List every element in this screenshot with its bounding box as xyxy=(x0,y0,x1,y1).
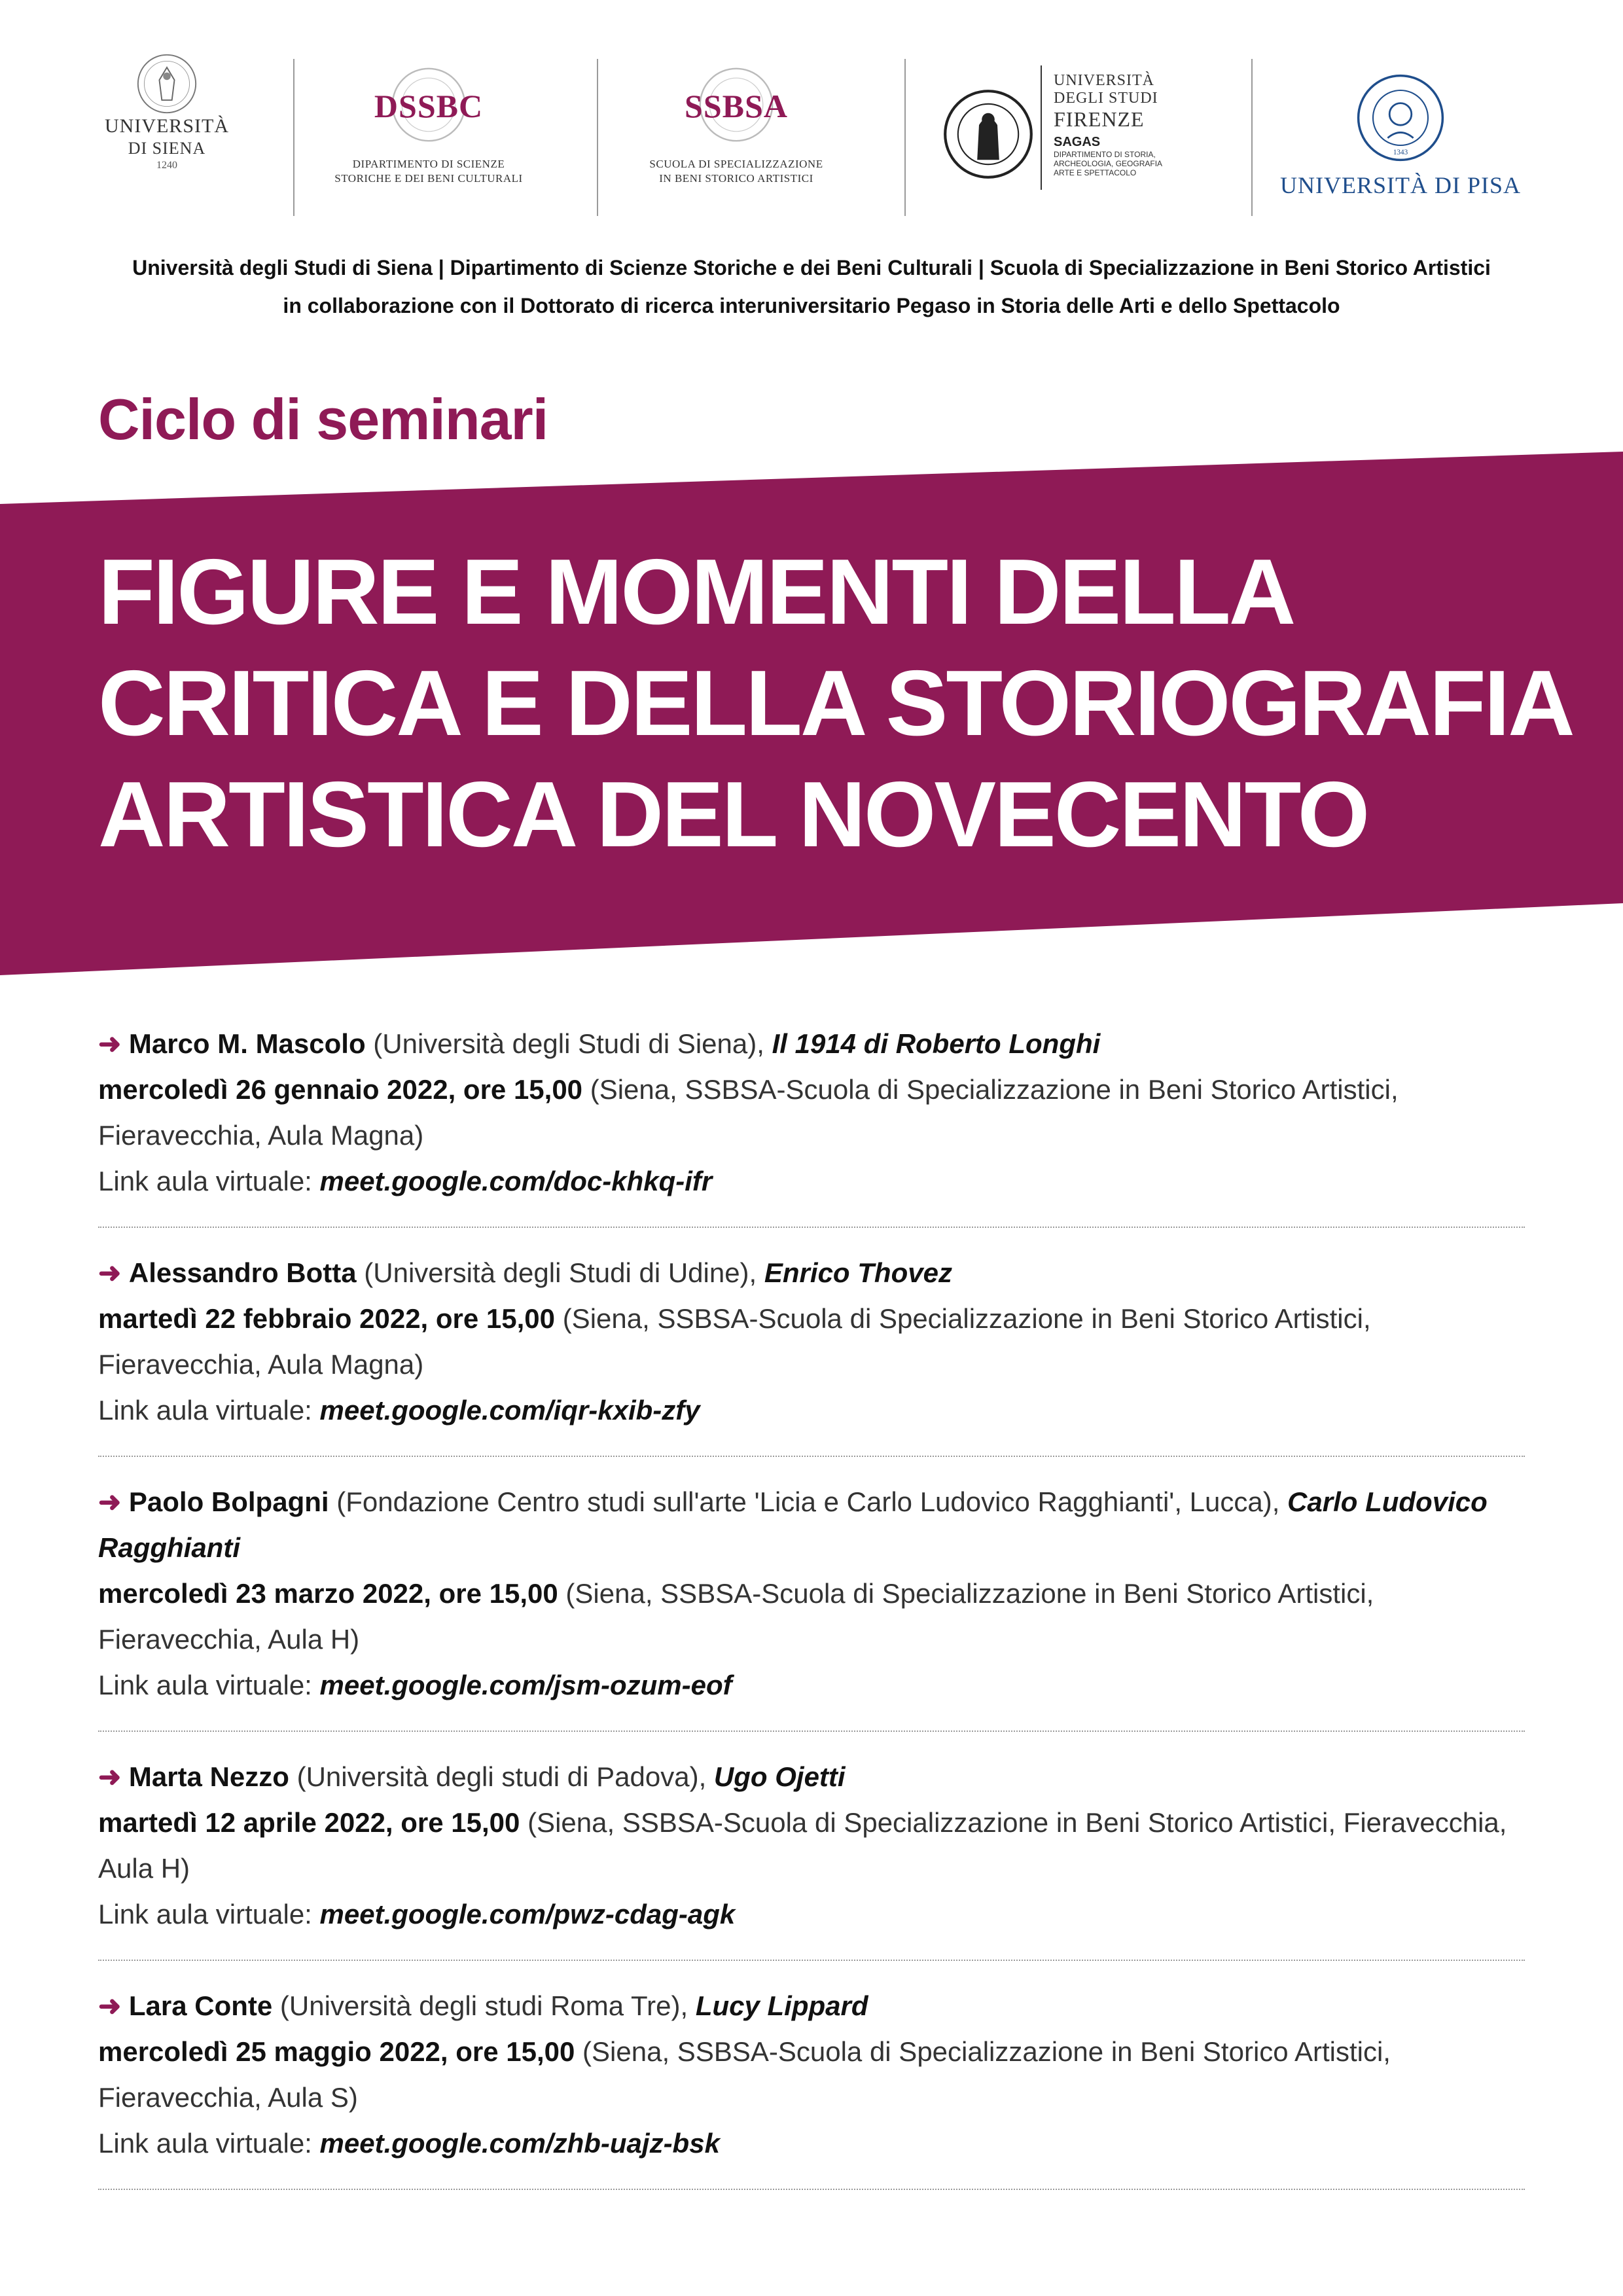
speaker-name: Marco M. Mascolo xyxy=(128,1028,366,1059)
logo-dssbc xyxy=(314,52,543,223)
speaker-name: Marta Nezzo xyxy=(128,1761,289,1792)
meet-link[interactable]: meet.google.com/iqr-kxib-zfy xyxy=(319,1395,700,1426)
seminar-item xyxy=(98,1250,1525,1457)
pisa-name: UNIVERSITÀ DI PISA xyxy=(1280,172,1521,198)
firenze-divider xyxy=(1041,65,1042,190)
ssbsa-acronym: SSBSA xyxy=(685,88,788,124)
title-line2: CRITICA E DELLA STORIOGRAFIA xyxy=(98,651,1573,755)
seminar-date: mercoledì 23 marzo 2022, ore 15,00 xyxy=(98,1578,558,1609)
link-label: Link aula virtuale: xyxy=(98,2128,320,2159)
series-label: Ciclo di seminari xyxy=(98,387,548,452)
speaker-affiliation: (Fondazione Centro studi sull'arte 'Licia e Carlo Ludovico Ragghianti', Lucca), xyxy=(329,1486,1288,1517)
seminar-topic: Il 1914 di Roberto Longhi xyxy=(772,1028,1101,1059)
seminar-item xyxy=(98,1021,1525,1228)
siena-seal-icon xyxy=(135,52,198,115)
arrow-right-icon: ➜ xyxy=(98,1257,122,1288)
firenze-line3: FIRENZE xyxy=(1054,107,1145,131)
siena-name-line1: UNIVERSITÀ xyxy=(105,115,229,137)
ssbsa-line1: SCUOLA DI SPECIALIZZAZIONE xyxy=(649,158,823,170)
seminar-location: (Siena, SSBSA-Scuola di Specializzazione in Beni Storico Artistici, Fieravecchia, Aula Magna) xyxy=(98,1074,1399,1151)
title-line3: ARTISTICA DEL NOVECENTO xyxy=(98,762,1368,867)
sagas-sub3: ARTE E SPETTACOLO xyxy=(1054,168,1137,177)
logo-universita-firenze xyxy=(942,52,1250,223)
meet-link[interactable]: meet.google.com/zhb-uajz-bsk xyxy=(319,2128,720,2159)
arrow-right-icon: ➜ xyxy=(98,1761,122,1792)
seminar-location: (Siena, SSBSA-Scuola di Specializzazione in Beni Storico Artistici, Fieravecchia, Aula S) xyxy=(98,2036,1391,2113)
siena-name-line2: DI SIENA xyxy=(128,139,206,158)
logo-row xyxy=(92,52,1531,223)
logo-universita-siena xyxy=(92,52,242,223)
seminar-list xyxy=(98,1021,1525,2212)
link-label: Link aula virtuale: xyxy=(98,1899,320,1929)
seminar-date: mercoledì 25 maggio 2022, ore 15,00 xyxy=(98,2036,575,2067)
seminar-location: (Siena, SSBSA-Scuola di Specializzazione in Beni Storico Artistici, Fieravecchia, Aula H) xyxy=(98,1578,1374,1655)
seminar-item xyxy=(98,1754,1525,1961)
siena-year: 1240 xyxy=(156,160,177,171)
dssbc-line1: DIPARTIMENTO DI SCIENZE xyxy=(352,158,505,170)
seminar-date: martedì 12 aprile 2022, ore 15,00 xyxy=(98,1807,520,1838)
logo-universita-pisa xyxy=(1270,52,1531,223)
seminar-item xyxy=(98,1983,1525,2190)
seminar-location: (Siena, SSBSA-Scuola di Specializzazione in Beni Storico Artistici, Fieravecchia, Aula Magna) xyxy=(98,1303,1371,1380)
speaker-affiliation: (Università degli Studi di Udine), xyxy=(356,1257,764,1288)
sagas-label: SAGAS xyxy=(1054,135,1101,149)
pisa-year: 1343 xyxy=(1393,149,1408,156)
seminar-date: mercoledì 26 gennaio 2022, ore 15,00 xyxy=(98,1074,583,1105)
seminar-topic: Enrico Thovez xyxy=(764,1257,952,1288)
dssbc-acronym: DSSBC xyxy=(374,88,484,124)
firenze-line1: UNIVERSITÀ xyxy=(1054,72,1154,89)
firenze-text xyxy=(1054,72,1162,177)
seminar-location: (Siena, SSBSA-Scuola di Specializzazione in Beni Storico Artistici, Fieravecchia, Aula H) xyxy=(98,1807,1507,1884)
link-label: Link aula virtuale: xyxy=(98,1395,320,1426)
logo-divider xyxy=(1251,59,1253,216)
organizers-header xyxy=(0,249,1623,325)
ssbsa-line2: IN BENI STORICO ARTISTICI xyxy=(659,172,813,185)
meet-link[interactable]: meet.google.com/pwz-cdag-agk xyxy=(319,1899,736,1929)
sagas-sub1: DIPARTIMENTO DI STORIA, xyxy=(1054,150,1156,159)
logo-ssbsa xyxy=(628,52,844,223)
logo-divider xyxy=(293,59,294,216)
seminar-topic: Ugo Ojetti xyxy=(713,1761,846,1792)
meet-link[interactable]: meet.google.com/jsm-ozum-eof xyxy=(319,1670,732,1700)
title-line1: FIGURE E MOMENTI DELLA xyxy=(98,540,1294,644)
arrow-right-icon: ➜ xyxy=(98,1028,122,1059)
seminar-item xyxy=(98,1479,1525,1732)
speaker-name: Paolo Bolpagni xyxy=(128,1486,329,1517)
firenze-line2: DEGLI STUDI xyxy=(1054,90,1158,107)
meet-link[interactable]: meet.google.com/doc-khkq-ifr xyxy=(319,1166,713,1196)
link-label: Link aula virtuale: xyxy=(98,1670,320,1700)
seminar-topic: Lucy Lippard xyxy=(695,1990,868,2021)
speaker-name: Alessandro Botta xyxy=(128,1257,357,1288)
firenze-seal-icon xyxy=(942,88,1034,180)
speaker-affiliation: (Università degli studi di Padova), xyxy=(289,1761,714,1792)
sagas-sub2: ARCHEOLOGIA, GEOGRAFIA xyxy=(1054,159,1163,168)
organizers-line1: Università degli Studi di Siena | Dipartimento di Scienze Storiche e dei Beni Culturali | Scuola di Specializzazione in Beni Storico Artistici xyxy=(132,256,1491,279)
logo-divider xyxy=(597,59,598,216)
speaker-name: Lara Conte xyxy=(128,1990,273,2021)
logo-divider xyxy=(904,59,906,216)
dssbc-line2: STORICHE E DEI BENI CULTURALI xyxy=(334,172,523,185)
link-label: Link aula virtuale: xyxy=(98,1166,320,1196)
pisa-seal-icon xyxy=(1355,72,1446,164)
seminar-series-title xyxy=(98,537,1573,870)
organizers-line2: in collaborazione con il Dottorato di ricerca interuniversitario Pegaso in Storia delle Arti e dello Spettacolo xyxy=(283,294,1340,317)
speaker-affiliation: (Università degli studi Roma Tre), xyxy=(272,1990,696,2021)
speaker-affiliation: (Università degli Studi di Siena), xyxy=(365,1028,772,1059)
arrow-right-icon: ➜ xyxy=(98,1486,122,1517)
arrow-right-icon: ➜ xyxy=(98,1990,122,2021)
seminar-topic: Carlo Ludovico Ragghianti xyxy=(98,1486,1488,1563)
seminar-date: martedì 22 febbraio 2022, ore 15,00 xyxy=(98,1303,556,1334)
